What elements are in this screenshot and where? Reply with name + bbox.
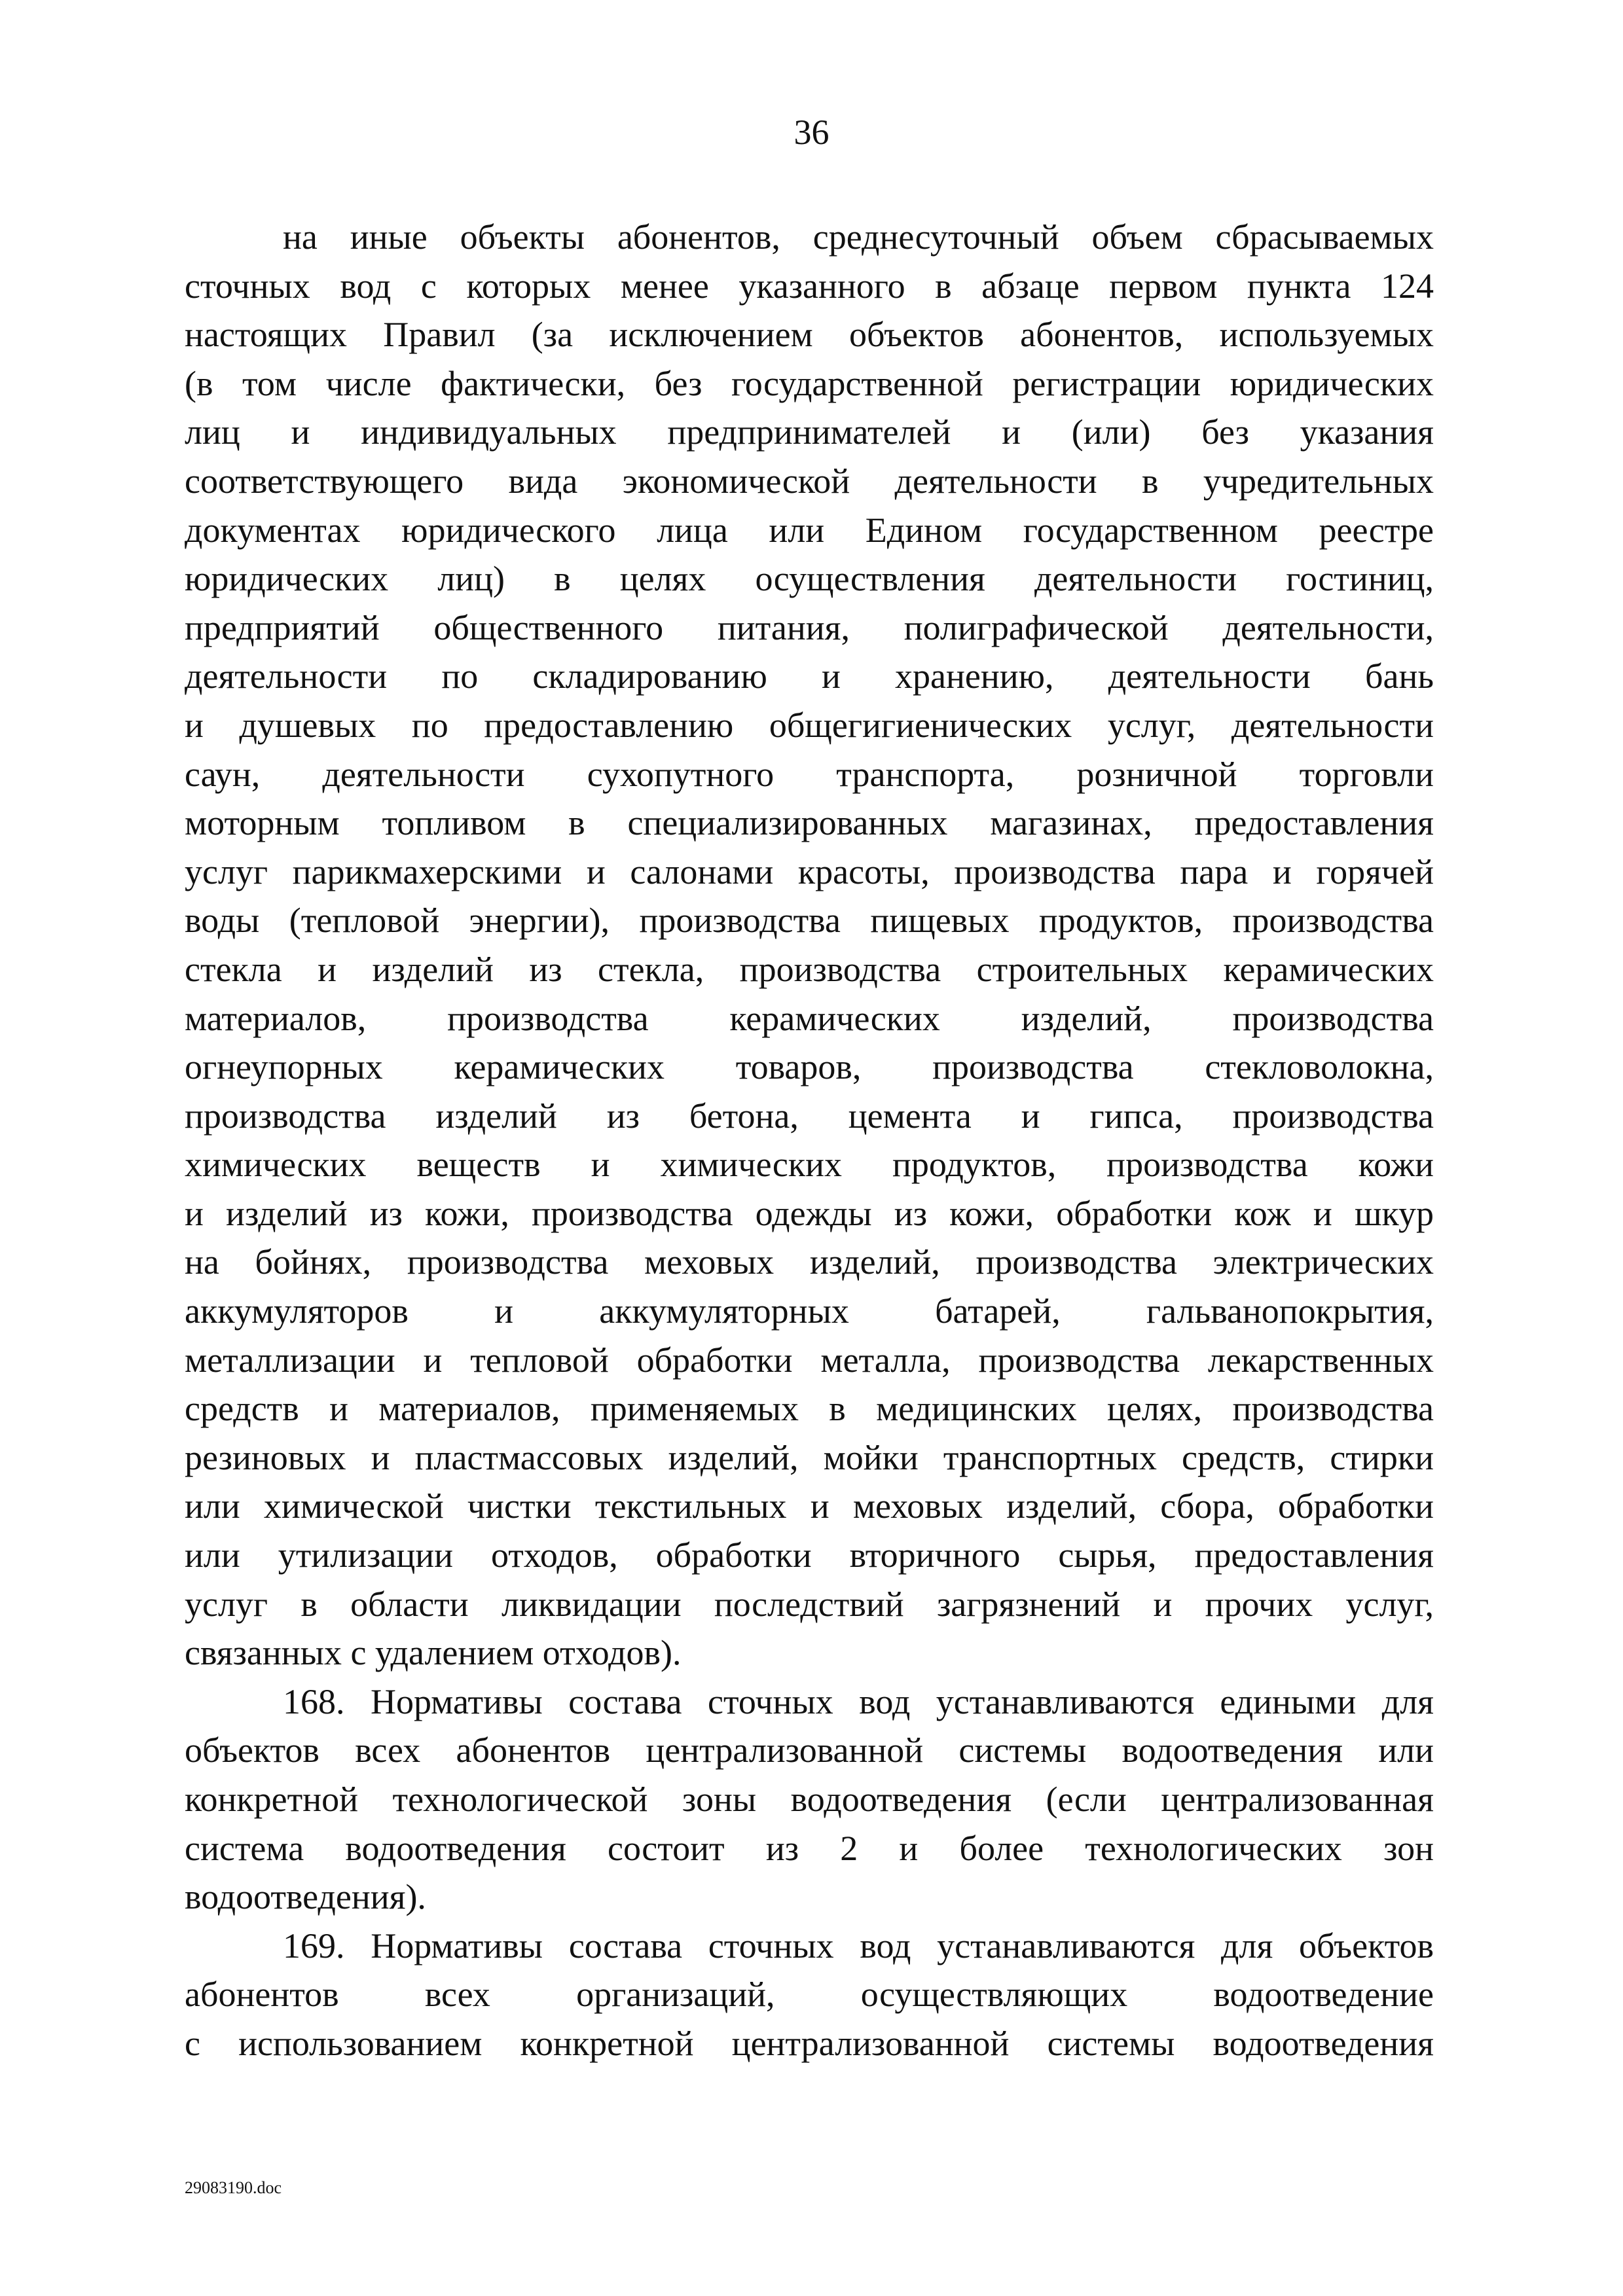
text-line: и душевых по предоставлению общегигиенических услуг, деятельности (185, 705, 1434, 745)
text-line: юридических лиц) в целях осуществления деятельности гостиниц, (185, 559, 1434, 599)
text-line: связанных с удалением отходов). (185, 1633, 682, 1673)
text-line: производства изделий из бетона, цемента и гипса, производства (185, 1096, 1434, 1136)
text-line: абонентов всех организаций, осуществляющих водоотведение (185, 1975, 1434, 2015)
paragraph-item-168 (185, 1677, 1434, 1922)
text-line: или химической чистки текстильных и меховых изделий, сбора, обработки (185, 1486, 1434, 1526)
text-line: сточных вод с которых менее указанного в абзаце первом пункта 124 (185, 266, 1434, 306)
paragraph-item-169 (185, 1922, 1434, 2068)
text-line: резиновых и пластмассовых изделий, мойки транспортных средств, стирки (185, 1437, 1434, 1477)
text-line: водоотведения). (185, 1877, 426, 1917)
text-line: лиц и индивидуальных предпринимателей и (или) без указания (185, 412, 1434, 452)
text-line: материалов, производства керамических изделий, производства (185, 998, 1434, 1038)
text-line: металлизации и тепловой обработки металла, производства лекарственных (185, 1340, 1434, 1380)
text-line: система водоотведения состоит из 2 и более технологических зон (185, 1828, 1434, 1868)
text-line: воды (тепловой энергии), производства пищевых продуктов, производства (185, 901, 1434, 941)
text-line: химических веществ и химических продуктов, производства кожи (185, 1145, 1434, 1185)
text-line: или утилизации отходов, обработки вторичного сырья, предоставления (185, 1535, 1434, 1575)
text-line: услуг парикмахерскими и салонами красоты, производства пара и горячей (185, 852, 1434, 891)
text-line: предприятий общественного питания, полиграфической деятельности, (185, 607, 1434, 647)
text-line: саун, деятельности сухопутного транспорта, розничной торговли (185, 754, 1434, 794)
text-line: настоящих Правил (за исключением объектов абонентов, используемых (185, 315, 1434, 355)
text-line: и изделий из кожи, производства одежды из кожи, обработки кож и шкур (185, 1193, 1434, 1233)
text-line: аккумуляторов и аккумуляторных батарей, гальванопокрытия, (185, 1291, 1434, 1331)
text-line: соответствующего вида экономической деятельности в учредительных (185, 461, 1434, 501)
text-line: с использованием конкретной централизованной системы водоотведения (185, 2023, 1434, 2063)
document-file-code: 29083190.doc (185, 2178, 282, 2197)
page-number: 36 (793, 113, 830, 152)
text-line: на бойнях, производства меховых изделий, производства электрических (185, 1242, 1434, 1282)
document-body (185, 213, 1434, 2068)
text-line: моторным топливом в специализированных магазинах, предоставления (185, 803, 1434, 843)
text-line: 168. Нормативы состава сточных вод устанавливаются едиными для (283, 1681, 1434, 1721)
text-line: услуг в области ликвидации последствий загрязнений и прочих услуг, (185, 1584, 1434, 1624)
text-line: стекла и изделий из стекла, производства строительных керамических (185, 949, 1434, 989)
text-line: объектов всех абонентов централизованной системы водоотведения или (185, 1731, 1434, 1770)
text-line: 169. Нормативы состава сточных вод устанавливаются для объектов (283, 1926, 1434, 1965)
text-line: огнеупорных керамических товаров, производства стекловолокна, (185, 1047, 1434, 1087)
text-line: на иные объекты абонентов, среднесуточный объем сбрасываемых (283, 217, 1434, 257)
text-line: деятельности по складированию и хранению, деятельности бань (185, 656, 1434, 696)
text-line: документах юридического лица или Едином государственном реестре (185, 510, 1434, 550)
text-line: (в том числе фактически, без государственной регистрации юридических (185, 363, 1434, 403)
paragraph-continuation (185, 213, 1434, 1677)
text-line: конкретной технологической зоны водоотведения (если централизованная (185, 1780, 1434, 1819)
text-line: средств и материалов, применяемых в медицинских целях, производства (185, 1389, 1434, 1429)
